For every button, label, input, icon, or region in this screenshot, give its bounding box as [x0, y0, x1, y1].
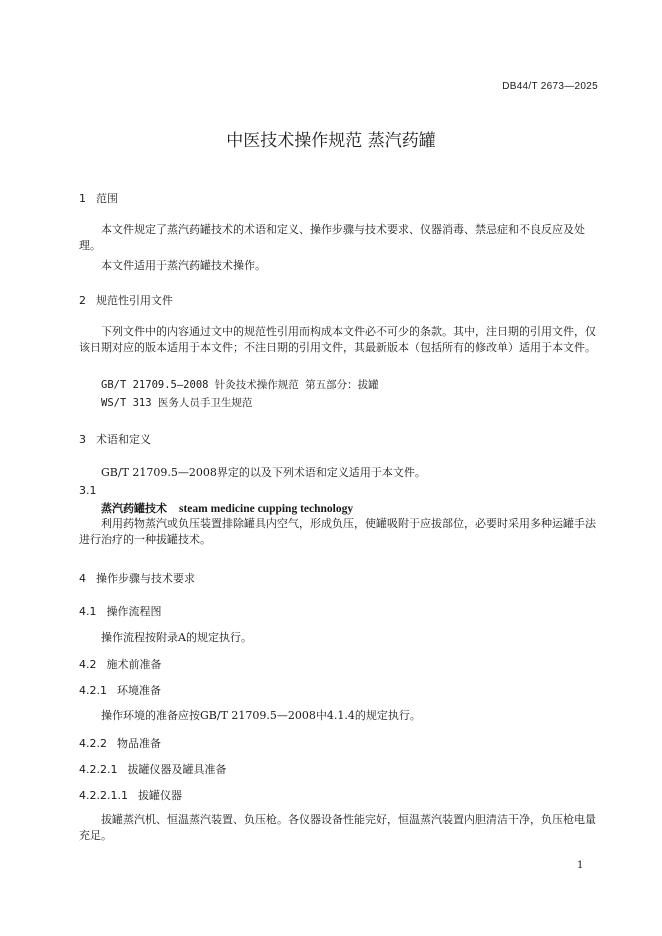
- page-title: 中医技术操作规范 蒸汽药罐: [226, 131, 436, 151]
- section-2-heading: [79, 292, 173, 308]
- section-1-paragraph-1: 本文件规定了蒸汽药罐技术的术语和定义、操作步骤与技术要求、仪器消毒、禁忌症和不良反应及处理。: [79, 223, 585, 252]
- subsection-4-2-2-1-1-heading: [79, 787, 182, 803]
- term-english: steam medicine cupping technology: [179, 503, 354, 515]
- section-title: 物品准备: [117, 737, 161, 750]
- subsection-3-1-number: 3.1: [79, 484, 97, 497]
- section-title: 规范性引用文件: [96, 294, 173, 307]
- page-number: 1: [577, 860, 584, 871]
- subsection-4-2-2-heading: [79, 735, 161, 751]
- section-number: 4.2.2: [79, 737, 107, 750]
- section-number: 2: [79, 294, 86, 307]
- section-2-paragraph-1: 下列文件中的内容通过文中的规范性引用而构成本文件必不可少的条款。其中，注日期的引用文件，仅该日期对应的版本适用于本文件；不注日期的引用文件，其最新版本（包括所有的修改单）适用于本文件。: [79, 325, 596, 354]
- section-title: 范围: [96, 192, 118, 205]
- section-title: 操作流程图: [106, 605, 162, 618]
- reference-item: GB/T 21709.5—2008 针灸技术操作规范 第五部分：拔罐: [101, 379, 379, 391]
- section-title: 术语和定义: [96, 433, 151, 446]
- term-3-1-definition: 利用药物蒸汽或负压装置排除罐具内空气，形成负压，使罐吸附于应拔部位，必要时采用多种运罐手法进行治疗的一种拔罐技术。: [79, 517, 596, 546]
- section-4-heading: [79, 570, 195, 586]
- subsection-4-2-2-1-heading: [79, 761, 226, 777]
- section-number: 4: [79, 572, 86, 585]
- section-3-heading: [79, 431, 151, 447]
- section-number: 4.2.2.1.1: [79, 789, 128, 802]
- term-chinese: 蒸汽药罐技术: [101, 502, 167, 515]
- section-1-paragraph-2: 本文件适用于蒸汽药罐技术操作。: [101, 259, 266, 272]
- subsection-4-2-1-heading: [79, 682, 161, 698]
- section-number: 4.2.1: [79, 684, 107, 697]
- section-title: 操作步骤与技术要求: [96, 572, 195, 585]
- section-number: 4.2.2.1: [79, 763, 118, 776]
- subsection-4-2-1-paragraph: 操作环境的准备应按GB/T 21709.5—2008中4.1.4的规定执行。: [101, 709, 421, 722]
- section-title: 施术前准备: [106, 658, 162, 671]
- term-3-1: [101, 500, 353, 516]
- section-title: 拔罐仪器: [137, 789, 182, 802]
- subsection-4-1-heading: [79, 603, 162, 619]
- section-title: 环境准备: [117, 684, 161, 697]
- section-3-paragraph-1: GB/T 21709.5—2008界定的以及下列术语和定义适用于本文件。: [101, 466, 426, 479]
- section-1-heading: [79, 190, 118, 206]
- section-number: 1: [79, 192, 86, 205]
- subsection-4-1-paragraph: 操作流程按附录A的规定执行。: [101, 631, 252, 644]
- subsection-4-2-heading: [79, 656, 162, 672]
- section-number: 4.1: [79, 605, 97, 618]
- reference-item: WS/T 313 医务人员手卫生规范: [101, 397, 253, 409]
- section-title: 拔罐仪器及罐具准备: [127, 763, 227, 776]
- section-number: 3: [79, 433, 86, 446]
- document-code: DB44/T 2673—2025: [502, 81, 598, 92]
- section-number: 4.2: [79, 658, 97, 671]
- subsection-4-2-2-1-1-paragraph: 拔罐蒸汽机、恒温蒸汽装置、负压枪。各仪器设备性能完好，恒温蒸汽装置内胆清洁干净，负压枪电量充足。: [79, 813, 596, 842]
